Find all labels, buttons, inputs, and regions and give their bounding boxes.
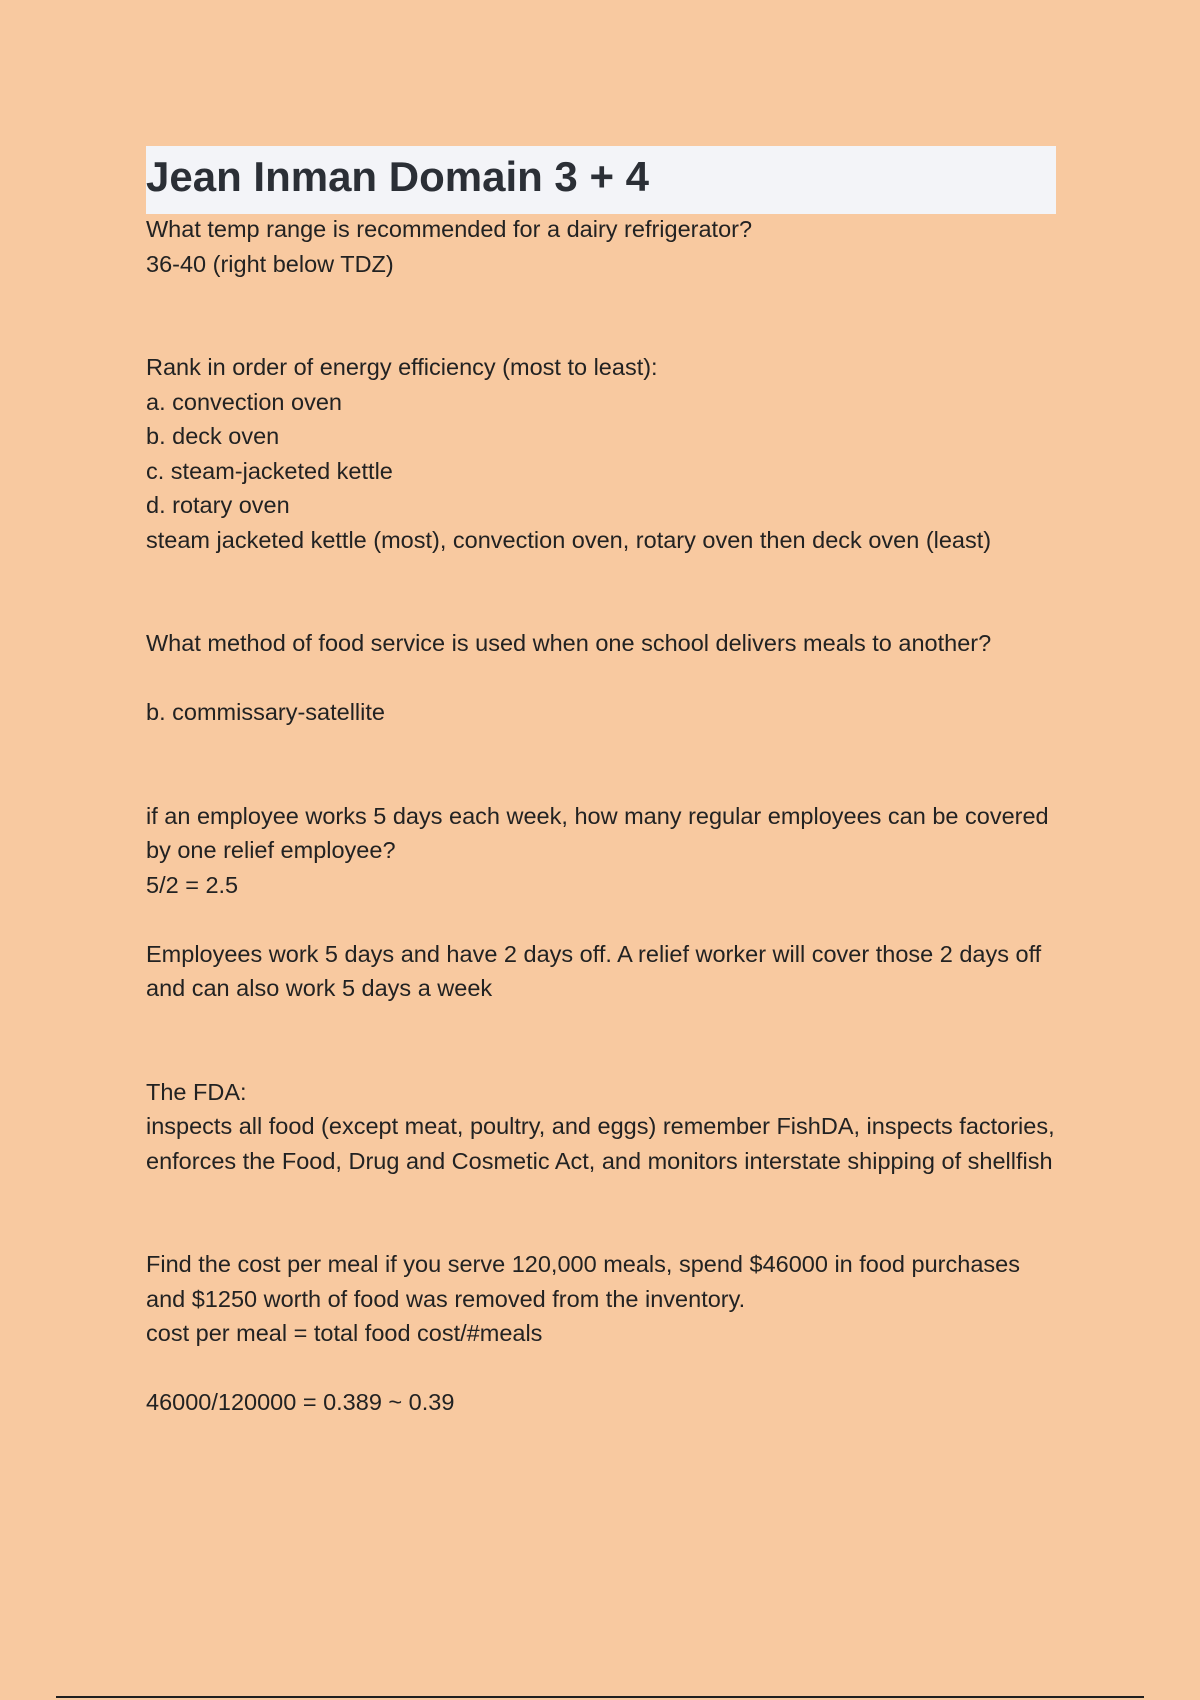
question-text: Find the cost per meal if you serve 120,000 meals, spend $46000 in food purchases and $1250 worth of food was removed from the inventory. [146, 1251, 1020, 1312]
answer-text: 5/2 = 2.5 [146, 871, 239, 898]
spacer [146, 1351, 1066, 1386]
question-text: if an employee works 5 days each week, how many regular employees can be covered by one relief employee? [146, 802, 1049, 863]
question-food-service-method [146, 626, 1066, 730]
spacer [146, 661, 1066, 696]
document-body [146, 212, 1066, 1420]
answer-text: 36-40 (right below TDZ) [146, 250, 394, 277]
spacer [146, 557, 1066, 626]
question-text: The FDA: [146, 1078, 247, 1105]
option-item: c. steam-jacketed kettle [146, 457, 393, 484]
bottom-divider [56, 1696, 1144, 1698]
question-fda [146, 1075, 1066, 1179]
answer-text: 46000/120000 = 0.389 ~ 0.39 [146, 1389, 455, 1415]
question-cost-per-meal [146, 1247, 1066, 1420]
option-item: b. deck oven [146, 423, 280, 449]
question-relief-employee [146, 799, 1066, 1006]
answer-text: b. commissary-satellite [146, 699, 385, 725]
option-item: a. convection oven [146, 388, 342, 415]
question-text: Rank in order of energy efficiency (most to least): [146, 354, 658, 380]
document-title: Jean Inman Domain 3 + 4 [146, 153, 650, 200]
formula-text: cost per meal = total food cost/#meals [146, 1320, 543, 1346]
title-bar [146, 146, 1056, 214]
answer-text: steam jacketed kettle (most), convection oven, rotary oven then deck oven (least) [146, 526, 992, 553]
question-text: What method of food service is used when one school delivers meals to another? [146, 630, 992, 656]
answer-text: inspects all food (except meat, poultry, and eggs) remember FishDA, inspects factories, enforces the Food, Drug and Cosmetic Act, and monitors interstate shipping of shellfish [146, 1113, 1055, 1174]
question-dairy-temp [146, 212, 1066, 281]
question-text: What temp range is recommended for a dairy refrigerator? [146, 216, 753, 242]
spacer [146, 730, 1066, 799]
spacer [146, 902, 1066, 937]
spacer [146, 1178, 1066, 1247]
explanation-text: Employees work 5 days and have 2 days off. A relief worker will cover those 2 days off and can also work 5 days a week [146, 940, 1042, 1001]
spacer [146, 1006, 1066, 1075]
spacer [146, 281, 1066, 350]
option-item: d. rotary oven [146, 492, 290, 518]
question-energy-efficiency [146, 350, 1066, 557]
